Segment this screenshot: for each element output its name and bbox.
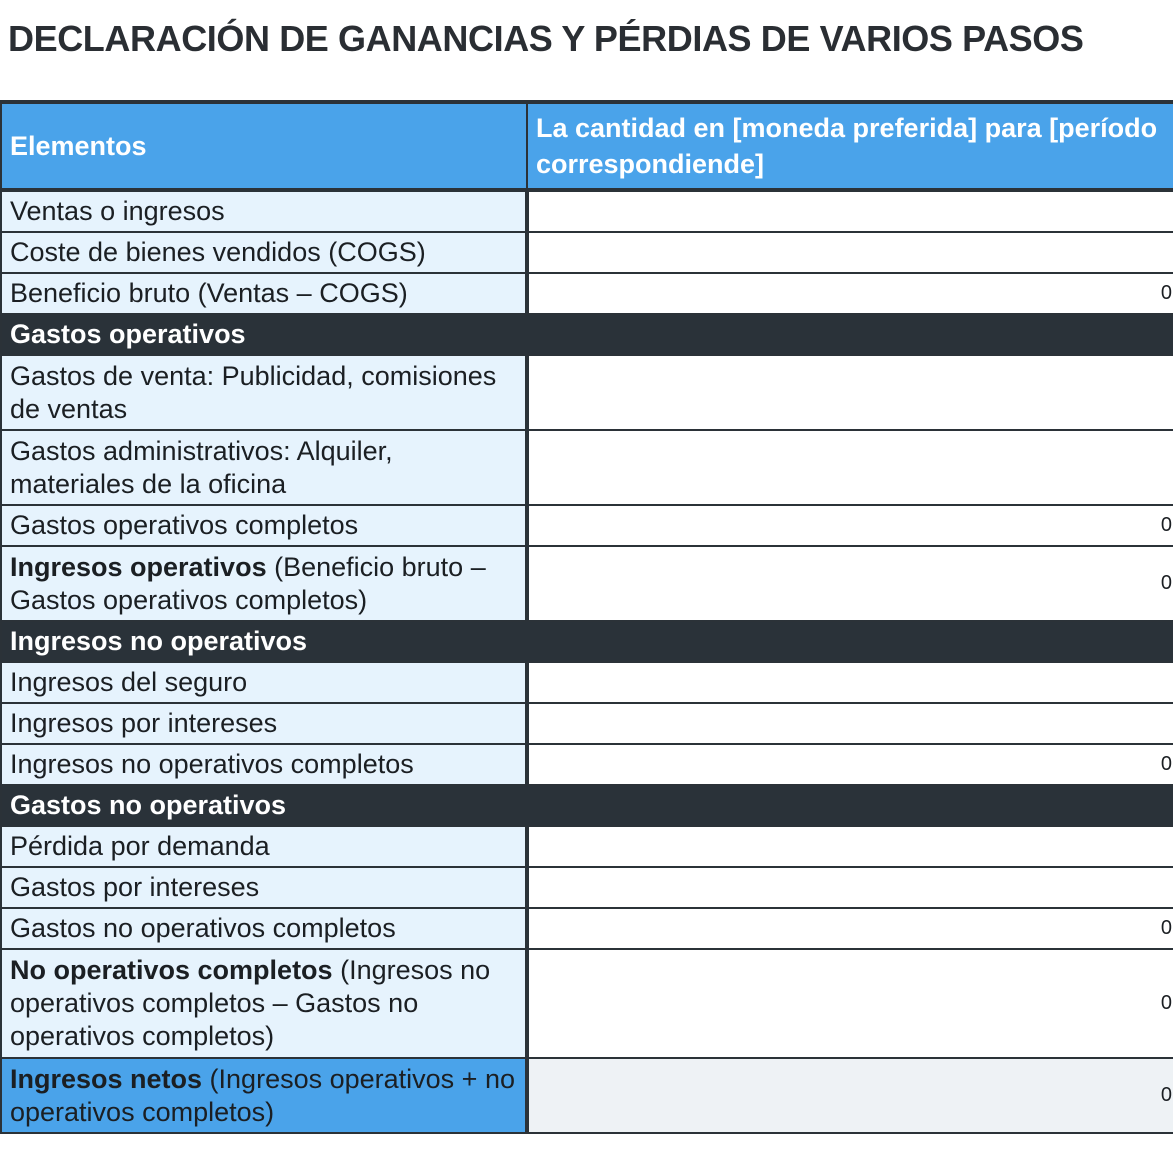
section-title: Gastos operativos [1, 314, 1173, 355]
table-row [1, 908, 1173, 949]
table-row [1, 867, 1173, 908]
amount-cell[interactable] [527, 430, 1173, 505]
row-label: Gastos de venta: Publicidad, comisiones de ventas [1, 355, 527, 430]
table-row [1, 273, 1173, 314]
amount-cell[interactable] [527, 190, 1173, 232]
amount-cell[interactable]: 0 [527, 949, 1173, 1058]
row-label: Pérdida por demanda [1, 826, 527, 867]
row-label: Gastos no operativos completos [1, 908, 527, 949]
table-row [1, 662, 1173, 703]
row-label-detail: (Ingresos operativos + no operativos completos) [10, 1063, 515, 1127]
amount-cell[interactable]: 0 [527, 505, 1173, 546]
table-row [1, 703, 1173, 744]
row-label [1, 546, 527, 621]
amount-cell[interactable] [527, 232, 1173, 273]
row-label: Coste de bienes vendidos (COGS) [1, 232, 527, 273]
row-label: Gastos administrativos: Alquiler, materiales de la oficina [1, 430, 527, 505]
section-header-row [1, 314, 1173, 355]
amount-cell[interactable]: 0 [527, 744, 1173, 785]
row-label-bold: No operativos completos [10, 955, 333, 985]
table-row [1, 505, 1173, 546]
row-label-bold: Ingresos operativos [10, 551, 267, 582]
table-row [1, 826, 1173, 867]
table-row [1, 546, 1173, 621]
table-header-row [1, 102, 1173, 190]
row-label-detail: (Ingresos no operativos completos – Gastos no operativos completos) [10, 955, 491, 1051]
table-row [1, 190, 1173, 232]
row-label: Gastos por intereses [1, 867, 527, 908]
amount-cell[interactable] [527, 703, 1173, 744]
section-title: Gastos no operativos [1, 785, 1173, 826]
row-label: Ingresos del seguro [1, 662, 527, 703]
section-title: Ingresos no operativos [1, 621, 1173, 662]
row-label: Beneficio bruto (Ventas – COGS) [1, 273, 527, 314]
amount-cell[interactable] [527, 355, 1173, 430]
amount-cell[interactable] [527, 867, 1173, 908]
page-title: DECLARACIÓN DE GANANCIAS Y PÉRDIAS DE VARIOS PASOS [8, 18, 1084, 59]
amount-cell[interactable] [527, 662, 1173, 703]
row-label [1, 1058, 527, 1133]
amount-cell[interactable] [527, 826, 1173, 867]
row-label: Ingresos no operativos completos [1, 744, 527, 785]
row-label: Ventas o ingresos [1, 190, 527, 232]
table-row [1, 355, 1173, 430]
row-label-bold: Ingresos netos [10, 1063, 203, 1094]
row-label: Ingresos por intereses [1, 703, 527, 744]
amount-cell[interactable]: 0 [527, 908, 1173, 949]
amount-cell[interactable]: 0 [527, 546, 1173, 621]
column-header-amount: La cantidad en [moneda preferida] para [período correspondiende] [527, 102, 1173, 190]
row-label [1, 949, 527, 1058]
section-header-row [1, 785, 1173, 826]
table-row [1, 430, 1173, 505]
table-row [1, 949, 1173, 1058]
profit-loss-table [0, 100, 1173, 1134]
table-row [1, 232, 1173, 273]
net-income-row [1, 1058, 1173, 1133]
section-header-row [1, 621, 1173, 662]
row-label-detail: (Beneficio bruto – Gastos operativos completos) [10, 551, 486, 615]
table-row [1, 744, 1173, 785]
amount-cell[interactable]: 0 [527, 1058, 1173, 1133]
amount-cell[interactable]: 0 [527, 273, 1173, 314]
row-label: Gastos operativos completos [1, 505, 527, 546]
column-header-items: Elementos [1, 102, 527, 190]
